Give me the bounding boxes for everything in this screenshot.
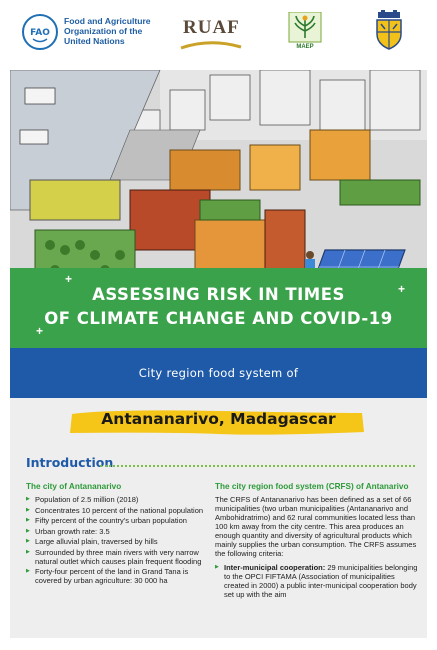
intro-heading: Introduction [26,455,114,470]
header [0,0,437,70]
criteria-label: Inter-municipal cooperation: [224,563,326,572]
crfs-paragraph: The CRFS of Antananarivo has been defined as a set of 66 municipalities (two urban municipalities (Antananarivo and Ambohidratrimo) and 62 rural communities located less than 100 km away from the city centre. This area produces an enough quantity and diversity of agricultural products which mainly supplies the urban consumption. The CRFS assumes the following criteria: [215,495,417,558]
fao-name: Food and Agriculture Organization of the United Nations [64,16,151,46]
list-item: ▶ Population of 2.5 million (2018) [26,495,206,504]
poster-title [10,283,427,331]
ruaf-wordmark: RUAF [183,17,240,38]
city-crest-icon [375,10,403,50]
left-column [26,482,206,587]
list-item: ▶ Large alluvial plain, traversed by hills [26,537,206,546]
criteria-text: 29 municipalities belonging to the OPCI FIFTAMA (Association of municipalities created in 2000) a public inter-municipal cooperation body set up with the aim [224,563,418,599]
title-line-1: ASSESSING RISK IN TIMES [92,285,345,304]
right-column-title: The city region food system (CRFS) of Antanarivo [215,482,409,491]
list-item: ▶ Urban growth rate: 3.5 [26,527,206,536]
city-facts-list [26,495,206,585]
title-line-2: OF CLIMATE CHANGE AND COVID-19 [44,309,393,328]
list-item: ▶ Surrounded by three main rivers with very narrow natural outlet which causes plain frequent flooding [26,548,206,566]
fao-logo [22,14,58,50]
plus-ornament: + [36,324,44,338]
subtitle: City region food system of [138,366,299,380]
right-column [215,482,420,601]
list-item: ▶ Fifty percent of the country's urban population [26,516,206,525]
left-column-title: The city of Antananarivo [26,482,122,491]
list-item [215,563,420,599]
svg-text:FAO: FAO [30,28,50,38]
maep-label: MAEP [296,44,314,50]
list-item: ▶ Forty-four percent of the land in Grand Tana is covered by urban agriculture: 30 000 ha [26,567,206,585]
plus-ornament: + [65,272,73,286]
city-name: Antananarivo, Madagascar [101,410,336,428]
criteria-list [215,563,420,599]
plus-ornament: + [398,282,406,296]
list-item: ▶ Concentrates 10 percent of the national population [26,506,206,515]
dotted-divider [100,465,415,467]
